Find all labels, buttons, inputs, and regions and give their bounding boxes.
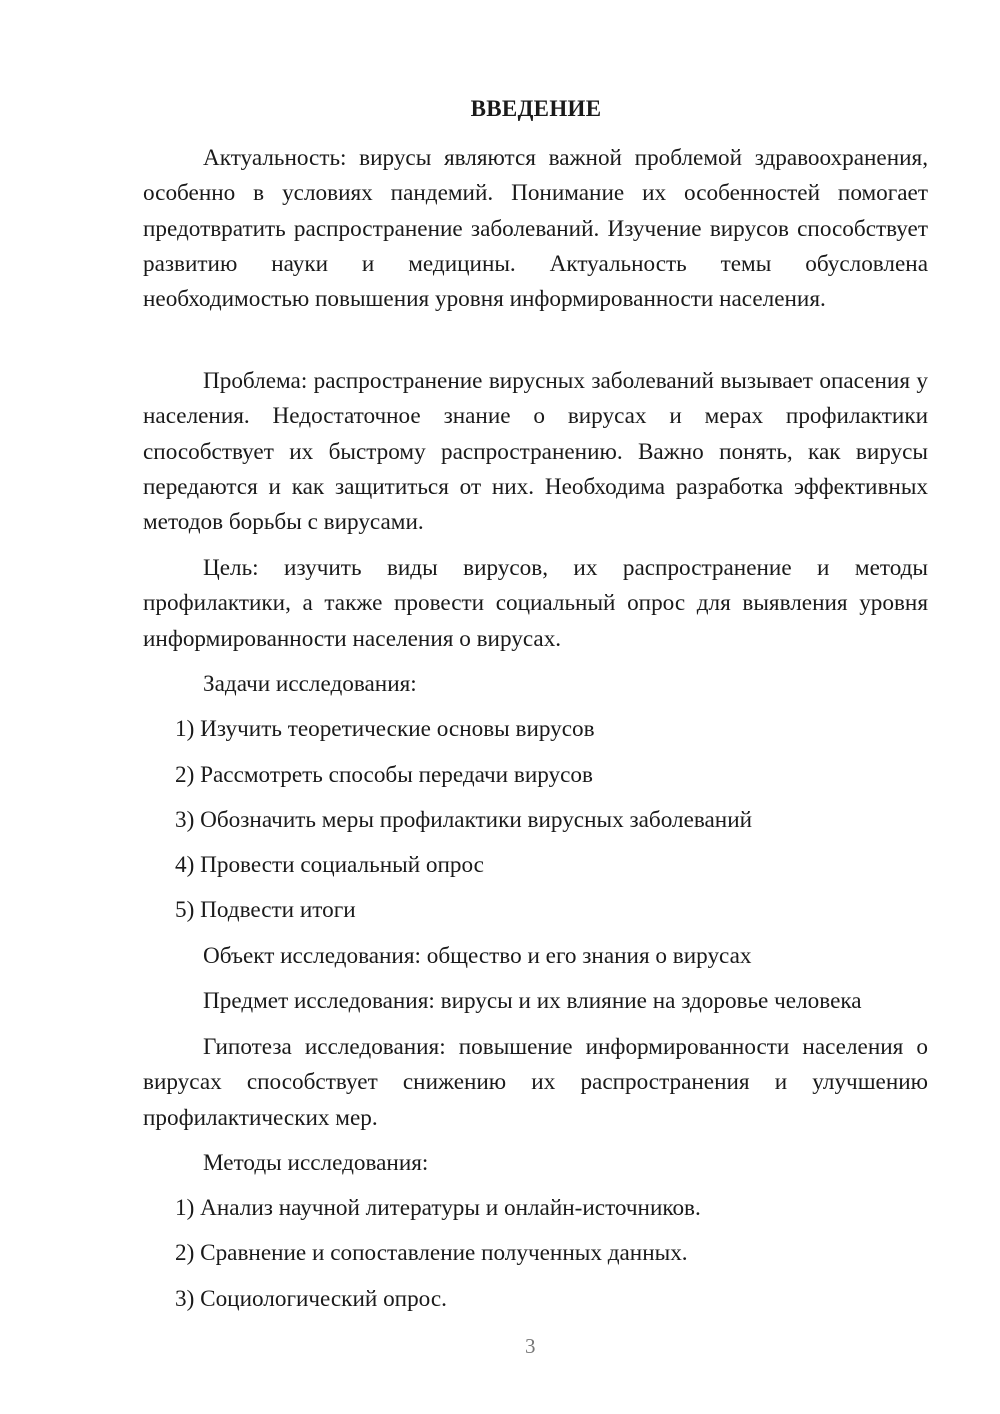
list-item: 1) Изучить теоретические основы вирусов	[175, 716, 595, 742]
page-number: 3	[525, 1334, 536, 1358]
list-item: 2) Рассмотреть способы передачи вирусов	[175, 762, 593, 788]
paragraph-problem: Проблема: распространение вирусных заболеваний вызывает опасения у населения. Недостаточное знание о вирусах и мерах профилактики способствует их быстрому распространению. Важно понять, как вирусы передаются и как защититься от них. Необходима разработка эффективных методов борьбы с вирусами.	[143, 368, 928, 536]
page-title: ВВЕДЕНИЕ	[470, 96, 602, 121]
list-item: 3) Обозначить меры профилактики вирусных заболеваний	[175, 807, 753, 833]
list-item: 1) Анализ научной литературы и онлайн-источников.	[175, 1195, 701, 1221]
list-item: 5) Подвести итоги	[175, 897, 356, 923]
list-item: 3) Социологический опрос.	[175, 1286, 447, 1312]
list-item: 4) Провести социальный опрос	[175, 852, 484, 878]
tasks-heading: Задачи исследования:	[203, 671, 417, 697]
list-item: 2) Сравнение и сопоставление полученных данных.	[175, 1240, 688, 1266]
paragraph-goal: Цель: изучить виды вирусов, их распространение и методы профилактики, а также провести социальный опрос для выявления уровня информированности населения о вирусах.	[143, 555, 928, 652]
research-subject: Предмет исследования: вирусы и их влияние на здоровье человека	[203, 988, 862, 1014]
paragraph-relevance: Актуальность: вирусы являются важной проблемой здравоохранения, особенно в условиях пандемий. Понимание их особенностей помогает предотвратить распространение заболеваний. Изучение вирусов способствует развитию науки и медицины. Актуальность темы обусловлена необходимостью повышения уровня информированности населения.	[143, 145, 928, 313]
methods-heading: Методы исследования:	[203, 1150, 429, 1176]
paragraph-hypothesis: Гипотеза исследования: повышение информированности населения о вирусах способствует снижению их распространения и улучшению профилактических мер.	[143, 1034, 928, 1131]
research-object: Объект исследования: общество и его знания о вирусах	[203, 943, 752, 969]
